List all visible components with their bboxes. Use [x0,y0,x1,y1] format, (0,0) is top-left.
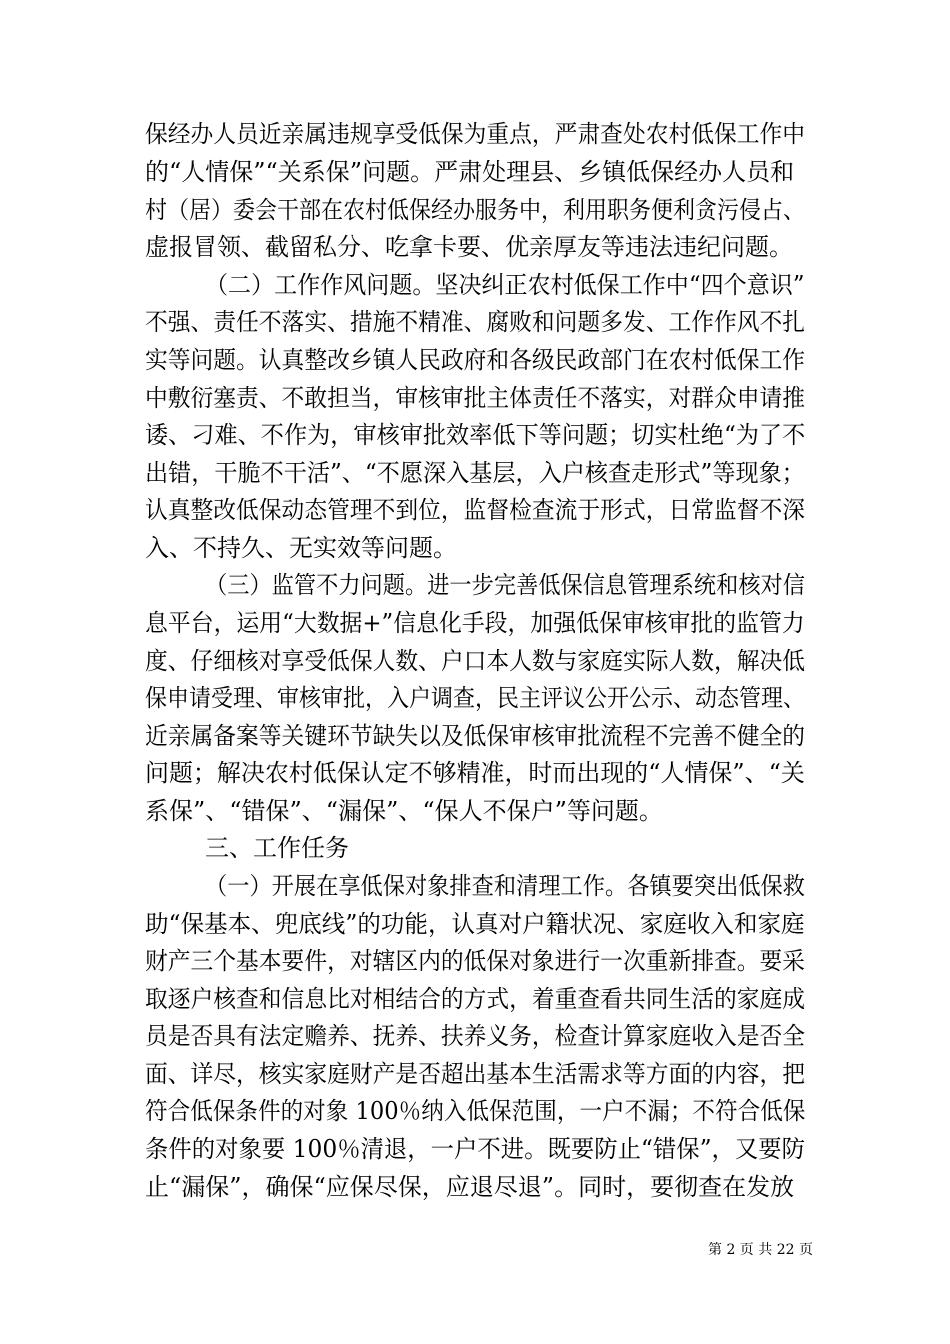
text-line: 度、仔细核对享受低保人数、户口本人数与家庭实际人数，解决低 [145,647,806,675]
text-line: 不强、责任不落实、措施不精准、腐败和问题多发、工作作风不扎 [145,308,806,336]
text-line: （三）监管不力问题。进一步完善低保信息管理系统和核对信 [205,571,805,599]
text-line: 财产三个基本要件，对辖区内的低保对象进行一次重新排查。要采 [145,947,806,975]
text-line: 中敷衍塞责、不敢担当，审核审批主体责任不落实，对群众申请推 [145,384,806,412]
text-line: （二）工作作风问题。坚决纠正农村低保工作中“四个意识” [205,271,805,299]
text-line: 系保”、“错保”、“漏保”、“保人不保户”等问题。 [145,797,663,825]
text-line: 保申请受理、审核审批，入户调查，民主评议公开公示、动态管理、 [145,684,806,712]
text-line: 的“人情保”“关系保”问题。严肃处理县、乡镇低保经办人员和 [145,158,795,186]
text-line: 诿、刁难、不作为，审核审批效率低下等问题；切实杜绝“为了不 [145,421,806,449]
text-line: 息平台，运用“大数据+”信息化手段，加强低保审核审批的监管力 [145,609,805,637]
text-line: 符合低保条件的对象 100％纳入低保范围，一户不漏；不符合低保 [145,1097,806,1125]
text-line: 取逐户核查和信息比对相结合的方式，着重查看共同生活的家庭成 [145,985,806,1013]
text-line: 入、不持久、无实效等问题。 [145,534,457,562]
section-heading: 三、工作任务 [205,834,349,862]
text-line: 员是否具有法定赡养、抚养、扶养义务，检查计算家庭收入是否全 [145,1022,806,1050]
text-line: 认真整改低保动态管理不到位，监督检查流于形式，日常监督不深 [145,496,806,524]
text-line: 村（居）委会干部在农村低保经办服务中，利用职务便利贪污侵占、 [145,196,806,224]
text-line: 保经办人员近亲属违规享受低保为重点，严肃查处农村低保工作中 [145,120,806,148]
text-line: 虚报冒领、截留私分、吃拿卡要、优亲厚友等违法违纪问题。 [145,233,793,261]
text-line: 止“漏保”，确保“应保尽保，应退尽退”。同时，要彻查在发放 [145,1173,795,1201]
text-line: 面、详尽，核实家庭财产是否超出基本生活需求等方面的内容，把 [145,1060,806,1088]
page-number: 第 2 页 共 22 页 [708,1242,813,1258]
text-line: 助“保基本、兜底线”的功能，认真对户籍状况、家庭收入和家庭 [145,910,805,938]
text-line: 条件的对象要 100％清退，一户不进。既要防止“错保”，又要防 [145,1135,806,1163]
text-line: 问题；解决农村低保认定不够精准，时而出现的“人情保”、“关 [145,759,805,787]
text-line: （一）开展在享低保对象排查和清理工作。各镇要突出低保救 [205,872,805,900]
text-line: 近亲属备案等关键环节缺失以及低保审核审批流程不完善不健全的 [145,722,806,750]
text-line: 出错，干脆不干活”、“不愿深入基层，入户核查走形式”等现象； [145,459,805,487]
text-line: 实等问题。认真整改乡镇人民政府和各级民政部门在农村低保工作 [145,346,806,374]
